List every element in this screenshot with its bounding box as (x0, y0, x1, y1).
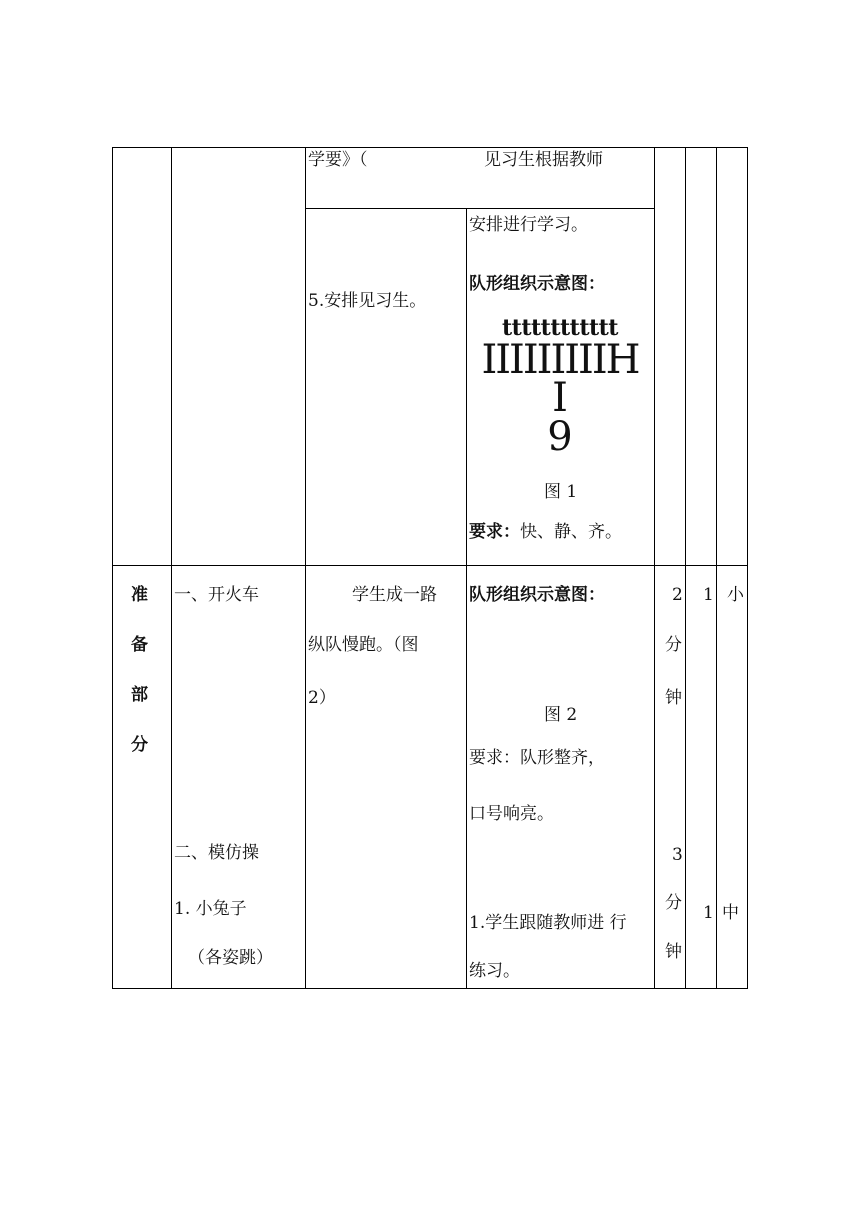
col-border-5 (685, 147, 686, 989)
requirement-2-line-2: 口号响亮。 (469, 804, 554, 824)
activity-2-item-1-sub: （各姿跳） (188, 948, 273, 968)
requirement-1-text: 快、静、齐。 (520, 522, 622, 542)
requirement-2-line-1: 要求：队形整齐， (469, 748, 605, 768)
section-divider (112, 565, 748, 566)
activity-1-desc-2: 纵队慢跑。（图 (308, 635, 419, 655)
time-1-char-1: 2 (672, 585, 683, 605)
item-5-arrange-observers: 5.安排见习生。 (308, 291, 427, 311)
method-text-line-1: 1.学生跟随教师进 行 (469, 913, 627, 933)
activity-1-desc-3: 2） (308, 688, 336, 708)
table-bottom-border (112, 988, 748, 989)
col-border-7 (747, 147, 748, 989)
activity-2-title: 二、模仿操 (174, 843, 259, 863)
formation-row-lines: IIIIIIIIIH (481, 337, 639, 383)
col-border-0 (112, 147, 113, 989)
section-char-2: 备 (131, 635, 148, 655)
formation-title-2: 队形组织示意图： (469, 585, 605, 605)
col-border-6 (716, 147, 717, 989)
requirement-1-label: 要求： (469, 522, 520, 542)
formation-title-1: 队形组织示意图： (469, 274, 605, 294)
method-text-line-2: 练习。 (469, 961, 520, 981)
figure-1-caption: 图 1 (544, 482, 578, 502)
section-char-3: 部 (131, 685, 148, 705)
col-border-4 (654, 147, 655, 989)
table-top-border (112, 147, 748, 148)
activity-1-desc-1: 学生成一路 (352, 585, 437, 605)
formation-row-teacher: 9 (547, 414, 573, 460)
count-1: 1 (703, 585, 714, 605)
time-1-char-3: 钟 (665, 688, 682, 708)
formation-row-teacher-mark: I (552, 375, 568, 421)
inner-divider (305, 208, 655, 209)
col-border-1 (171, 147, 172, 989)
time-2-char-3: 钟 (665, 942, 682, 962)
time-2-char-1: 3 (672, 845, 683, 865)
count-2: 1 (703, 903, 714, 923)
intensity-1: 小 (727, 585, 744, 605)
time-2-char-2: 分 (665, 893, 682, 913)
time-1-char-2: 分 (665, 635, 682, 655)
requirement-1 (469, 524, 622, 541)
formation-diagram-1 (466, 315, 654, 460)
activity-1-title: 一、开火车 (174, 585, 259, 605)
study-requirements-text: 学要》（ (308, 150, 368, 170)
section-char-1: 准 (131, 585, 148, 605)
arrange-text: 安排进行学习。 (469, 215, 588, 235)
col-border-2 (305, 147, 306, 989)
activity-2-item-1: 1. 小兔子 (174, 899, 247, 919)
observer-follow-text: 见习生根据教师 (484, 150, 603, 170)
section-char-4: 分 (131, 735, 148, 755)
formation-row-students: tttttttttttt (502, 315, 618, 341)
figure-2-caption: 图 2 (544, 705, 578, 725)
intensity-2: 中 (722, 903, 739, 923)
